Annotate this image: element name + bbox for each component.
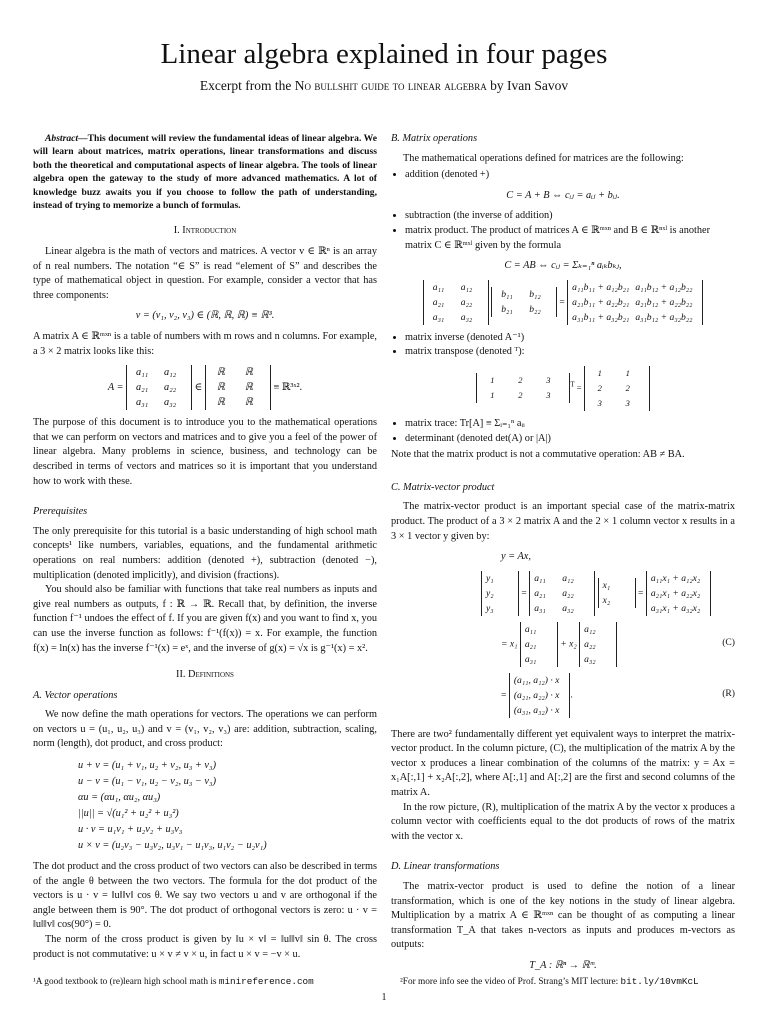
intro-paragraph-3: The purpose of this document is to introduce you to the mathematical operations that we can perform on vectors and matrices and to give you a feel of the power of linear algebra. Many problems in science, business, and technology can be described in terms of vectors and matrices so it is important that you understand how to work with these.	[33, 417, 377, 487]
matrix-cell: b₂₂	[529, 304, 541, 316]
matrix-cell: ℝ	[244, 367, 253, 379]
matrix-cell: a₂₂	[163, 382, 177, 394]
row-picture: = (a₁₁, a₁₂) · x (a₂₁, a₂₂) · x (a₃₁, a₃₂) · x . (R)	[501, 674, 735, 716]
matrix-cell: a₃₂	[163, 397, 177, 409]
matrix-cell: a₃₁b₁₁ + a₃₂b₂₁	[572, 311, 630, 323]
matrix-row	[589, 396, 645, 411]
list-item: • determinant (denoted det(A) or |A|)	[405, 432, 735, 447]
matrix-cell: a₃₂	[584, 653, 596, 665]
vector-ops-paragraph-2: The dot product and the cross product of two vectors can also be described in terms of the angle θ between the two vectors. The formula for the dot product of the vectors is u · v = ‖u‖‖v‖ cos θ. We say two vectors u and v are orthogonal if the angle between them is 90°. The dot product of orthogonal vectors is zero: u · v = ‖u‖‖v‖ cos(90°) = 0.	[33, 861, 377, 931]
matrix-cell: a₂₁b₁₁ + a₂₂b₂₁	[572, 296, 630, 308]
matrix-row	[486, 601, 514, 616]
matrix-cell: a₂₂	[584, 638, 596, 650]
matrix-a	[126, 365, 192, 410]
matrix-cell: 1	[625, 367, 630, 378]
column-picture: = x₁ a₁₁ a₂₁ a₃₁ + x₂ a₁₂ a₂₂ a₃₂ (C)	[501, 623, 735, 665]
matrix-cell: 2	[518, 390, 523, 401]
matrix-row	[428, 280, 484, 295]
matrix-cell: ℝ	[244, 382, 253, 394]
matrix-cell: b₁₁	[501, 289, 513, 301]
matrix-cell: a₂₁x₁ + a₂₂x₂	[650, 587, 701, 599]
matrix-cell: a₁₁	[524, 623, 537, 635]
matrix-row	[603, 578, 631, 593]
matrix-cell: a₃₂	[562, 602, 574, 614]
matrix-vector-expanded: y₁ y₂ y₃ = a₁₁ a₁₂ a₂₁ a₂₂ a₃₁ a₃₂ x₁ x₂ = a₁₁x₁ + a₁₂x₂ a₂₁x₁ + a₂₂x₂ a₃₁x₁ + a₃₂x₂	[481, 571, 735, 616]
matrix-cell: 2	[518, 375, 523, 386]
matrix-cell: (a₃₁, a₃₂) · x	[513, 704, 560, 716]
linear-transform-paragraph: The matrix-vector product is used to define the notion of a linear transformation, which is one of the key notions in the study of linear algebra. Multiplication by a matrix A ∈ ℝᵐˣⁿ can be thought of as computing a linear transformation T_A that takes n-vectors as inputs and produces m-vectors as outputs:	[391, 881, 735, 951]
matrix-row	[603, 593, 631, 608]
prereq-paragraph-2: You should also be familiar with functions that take real numbers as inputs and give real numbers as outputs, f : ℝ → ℝ. Recall that, by definition, the inverse function f⁻¹ undoes the effect of f. If you are given f(x) and you want to find x, you can use the inverse function as follows: f⁻¹(f(x)) = x. For example, the function f(x) = ln(x) has the inverse f⁻¹(x) = eˣ, and the inverse of g(x) = √x is g⁻¹(x) = x².	[33, 584, 377, 654]
matrix-cell: 1	[490, 375, 495, 386]
matrix-row	[525, 652, 553, 667]
matrix-row	[572, 295, 698, 310]
page-subtitle: Excerpt from the No bullshit guide to linear algebra by Ivan Savov	[199, 78, 569, 93]
list-item: • matrix transpose (denoted ᵀ):	[405, 345, 735, 360]
matrix-ops-note: Note that the matrix product is not a commutative operation: AB ≠ BA.	[391, 449, 685, 461]
list-item: • matrix inverse (denoted A⁻¹)	[405, 331, 735, 346]
matrix-cell: ℝ	[216, 367, 225, 379]
matrix-ops-list-2	[391, 209, 735, 253]
matrix-cell: a₃₁	[534, 602, 546, 614]
matrix-cell: a₁₂	[584, 623, 596, 635]
abstract: Abstract—This document will review the fundamental ideas of linear algebra. We will learn about matrices, matrix operations, linear transformations and discuss both the theoretical and computational aspects of linear algebra. The tools of linear algebra open the gateway to the study of more advanced mathematics. A lot of knowledge buzz awaits you if you choose to follow the path of understanding, instead of trying to memorize a bunch of formulas.	[33, 133, 377, 212]
matrix-row	[210, 395, 266, 410]
vector-ops-equations	[78, 758, 377, 854]
matrix-row	[584, 652, 612, 667]
matrix-row	[486, 586, 514, 601]
prerequisites-heading: Prerequisites	[33, 506, 88, 518]
vector-equation-line: u + v = (u₁ + v₁, u₂ + v₂, u₃ + v₃)	[78, 760, 216, 772]
matrix-row	[486, 571, 514, 586]
matrix-row	[534, 586, 590, 601]
matrix-vector-paragraph-1: The matrix-vector product is an important special case of the matrix-matrix product. The product of a 3 × 2 matrix A and the 2 × 1 column vector x results in a 3 × 1 vector y given by:	[391, 501, 735, 542]
matrix-cell: y₁	[486, 572, 494, 584]
vector-equation-line: u × v = (u₂v₃ − u₃v₂, u₃v₁ − u₁v₃, u₁v₂ − u₂v₁)	[78, 840, 267, 852]
matrix-a-example: A = a₁₁ a₁₂ a₂₁ a₂₂ a₃₁ a₃₂ ∈ ℝ ℝ ℝ ℝ ℝ ℝ ≡ ℝ³ˣ².	[107, 367, 303, 409]
matrix-cell: 1	[597, 367, 602, 378]
tag-c: (C)	[722, 636, 735, 648]
matrix-row	[210, 380, 266, 395]
matrix-row	[534, 601, 590, 616]
left-column	[33, 132, 377, 962]
matrix-ops-list-4	[391, 417, 735, 446]
matrix-cell: y₂	[486, 587, 494, 599]
matrix-cell: a₁₂	[163, 367, 177, 379]
matrix-row	[131, 395, 187, 410]
intro-paragraph-1: Linear algebra is the math of vectors and matrices. A vector v ∈ ℝⁿ is an array of n real numbers. The notation “∈ S” is read “element of S” and describes the type of mathematical object in question. For example, consider a vector that has three components:	[33, 246, 377, 301]
transpose-matrix	[476, 373, 570, 403]
product-example: a₁₁ a₁₂ a₂₁ a₂₂ a₃₁ a₃₂ b₁₁ b₁₂ b₂₁ b₂₂ = a₁₁b₁₁ + a₁₂b₂₁ a₁₁b₁₂ + a₁₂b₂₂ a₂₁b₁₁ + a₂₂b₂₁ a₂₁b₁₂ + a₂₂b₂₂ a₃₁b₁₁ + a₃₂b₂₁ a₃₁b₁₂ + a₃₂b₂₂	[391, 280, 735, 325]
footnote-1: ¹A good textbook to (re)learn high school math is minireference.com	[33, 976, 314, 987]
matrix-cell: y₃	[486, 602, 494, 614]
matrix-cell: a₁₁b₁₁ + a₁₂b₂₁	[572, 281, 630, 293]
matrix-cell: a₁₂	[562, 572, 574, 584]
column-1	[520, 622, 558, 667]
matrix-cell: a₂₂	[460, 296, 473, 308]
matrix-cell: ℝ	[244, 397, 253, 409]
matrix-row	[525, 622, 553, 637]
vector-equation-line: αu = (αu₁, αu₂, αu₃)	[78, 792, 161, 804]
intro-paragraph-2: A matrix A ∈ ℝᵐˣⁿ is a table of numbers with m rows and n columns. For example, a 3 × 2 matrix looks like this:	[33, 331, 377, 357]
matrix-cell: b₁₂	[529, 289, 541, 301]
matrix-row	[481, 388, 565, 403]
page-title: Linear algebra explained in four pages	[160, 38, 608, 70]
matrix-row	[534, 571, 590, 586]
vector-equation-line: ||u|| = √(u₁² + u₂² + u₃²)	[78, 808, 179, 820]
matrix-vector-equation: y = Ax,	[501, 551, 531, 563]
matrix-row	[651, 586, 706, 601]
matrix-cell: 2	[625, 382, 630, 393]
matrix-cell: a₁₁x₁ + a₁₂x₂	[650, 572, 701, 584]
transpose-example: 1 2 3 1 2 3 $^T$ = 1 1 2 2 3 3	[391, 366, 735, 411]
matrix-row	[584, 637, 612, 652]
matrix-row	[428, 310, 484, 325]
matrix-cell: ℝ	[216, 397, 225, 409]
matrix-real	[205, 365, 271, 410]
matrix-row	[514, 688, 566, 703]
matrix-cell: ℝ	[216, 382, 225, 394]
column-2	[579, 622, 617, 667]
matrix-row	[584, 622, 612, 637]
product-matrix-a	[423, 280, 489, 325]
matrix-cell: a₃₂	[460, 311, 473, 323]
page-number: 1	[381, 992, 387, 1003]
vector-ops-paragraph-1: We now define the math operations for vectors. The operations we can perform on vectors u = (u₁, u₂, u₃) and v = (v₁, v₂, v₃) are: addition, subtraction, scaling, norm (length), dot product, and cross product:	[33, 709, 377, 750]
matrix-row	[428, 295, 484, 310]
matrix-row	[496, 302, 552, 317]
matrix-cell: a₃₁	[432, 311, 445, 323]
matrix-row	[496, 287, 552, 302]
matrix-row	[210, 365, 266, 380]
vector-equation-line: u − v = (u₁ − v₁, u₂ − v₂, u₃ − v₃)	[78, 776, 216, 788]
matrix-cell: a₂₂	[562, 587, 574, 599]
matrix-vector-heading: C. Matrix-vector product	[391, 481, 495, 493]
matrix-row	[514, 673, 566, 688]
product-matrix-b	[491, 287, 557, 317]
product-matrix-c	[567, 280, 703, 325]
matrix-ops-list-1	[391, 168, 735, 183]
matrix-a-mv	[529, 571, 595, 616]
matrix-ops-list-3	[391, 331, 735, 360]
row-vectors	[509, 673, 571, 718]
matrix-cell: 3	[625, 397, 630, 408]
matrix-cell: 3	[597, 397, 602, 408]
matrix-row	[572, 280, 698, 295]
matrix-cell: a₁₁	[534, 572, 546, 584]
matrix-row	[525, 637, 553, 652]
vector-ops-heading: A. Vector operations	[33, 689, 118, 701]
matrix-cell: a₁₁b₁₂ + a₁₂b₂₂	[635, 281, 693, 293]
matrix-cell: a₃₁	[524, 653, 537, 665]
matrix-row	[589, 366, 645, 381]
matrix-cell: 1	[490, 390, 495, 401]
matrix-ops-heading: B. Matrix operations	[391, 133, 478, 144]
matrix-cell: a₁₁	[432, 281, 445, 293]
transposed-matrix	[584, 366, 650, 411]
matrix-cell: a₁₂	[460, 281, 473, 293]
matrix-cell: x₁	[602, 580, 611, 592]
matrix-cell: 3	[546, 375, 551, 386]
footnote-2: ²For more info see the video of Prof. Strang’s MIT lecture: bit.ly/10vmKcL	[400, 976, 699, 987]
list-item: • matrix trace: Tr[A] ≡ Σᵢ₌₁ⁿ aᵢᵢ	[405, 417, 735, 432]
matrix-cell: 2	[597, 382, 602, 393]
matrix-cell: a₃₁b₁₂ + a₃₂b₂₂	[635, 311, 693, 323]
right-column	[391, 132, 735, 980]
matrix-cell: (a₁₁, a₁₂) · x	[513, 674, 560, 686]
matrix-cell: a₂₁	[135, 382, 149, 394]
matrix-cell: (a₂₁, a₂₂) · x	[513, 689, 560, 701]
list-item: • subtraction (the inverse of addition)	[405, 209, 735, 224]
prereq-paragraph-1: The only prerequisite for this tutorial is a basic understanding of high school math concepts¹ like numbers, variables, equations, and the fundamental arithmetic operations on real numbers: addition (denoted +), subtraction (denoted −), multiplication (denoted implicitly), and division (fractions).	[33, 525, 377, 581]
matrix-row	[572, 310, 698, 325]
tag-r: (R)	[722, 687, 735, 699]
matrix-ops-intro: The mathematical operations defined for matrices are the following:	[403, 152, 684, 164]
matrix-row	[481, 373, 565, 388]
matrix-row	[651, 571, 706, 586]
result-vector	[646, 571, 711, 616]
section-introduction: I. Introduction	[173, 225, 237, 237]
product-equation: C = AB ⇔ cᵢⱼ = Σₖ₌₁ⁿ aᵢₖbₖⱼ,	[504, 260, 622, 272]
section-definitions: II. Definitions	[176, 669, 234, 681]
vector-equation-line: u · v = u₁v₁ + u₂v₂ + u₃v₃	[78, 824, 183, 836]
matrix-row	[651, 601, 706, 616]
matrix-cell: a₂₁b₁₂ + a₂₂b₂₂	[635, 296, 693, 308]
matrix-cell: a₂₁	[534, 587, 546, 599]
matrix-row	[514, 703, 566, 718]
matrix-vector-paragraph-3: In the row picture, (R), multiplication of the matrix A by the vector x produces a column vector with coefficients equal to the dot products of rows of the matrix with the vector x.	[391, 801, 735, 842]
vector-x	[598, 578, 636, 608]
matrix-cell: a₃₁x₁ + a₃₂x₂	[650, 602, 701, 614]
vector-ops-paragraph-3: The norm of the cross product is given by ‖u × v‖ = ‖u‖‖v‖ sin θ. The cross product is not commutative: u × v ≠ v × u, in fact u × v = −v × u.	[33, 934, 377, 960]
matrix-cell: b₂₁	[501, 304, 513, 316]
addition-equation: C = A + B ⇔ cᵢⱼ = aᵢⱼ + bᵢⱼ.	[506, 189, 620, 201]
vector-y	[481, 571, 519, 616]
linear-transform-equation: T_A : ℝⁿ → ℝᵐ.	[529, 960, 597, 971]
matrix-vector-paragraph-2: There are two² fundamentally different yet equivalent ways to interpret the matrix-vector product. In the column picture, (C), the multiplication of the matrix A by the vector x produces a linear combination of the columns of the matrix: y = Ax = x₁A[:,1] + x₂A[:,2], where A[:,1] and A[:,2] are the first and second columns of the matrix A.	[391, 728, 735, 799]
vector-equation: v = (v₁, v₂, v₃) ∈ (ℝ, ℝ, ℝ) ≡ ℝ³.	[135, 310, 275, 322]
matrix-cell: a₁₁	[135, 367, 149, 379]
matrix-row	[131, 380, 187, 395]
matrix-cell: a₂₁	[432, 296, 445, 308]
matrix-row	[131, 365, 187, 380]
list-item: • matrix product. The product of matrices A ∈ ℝᵐˣⁿ and B ∈ ℝⁿˣˡ is another matrix C ∈ ℝᵐˣˡ given by the formula	[405, 224, 735, 253]
matrix-cell: 3	[546, 390, 551, 401]
list-item: • addition (denoted +)	[405, 168, 735, 183]
matrix-cell: a₃₁	[135, 397, 149, 409]
matrix-cell: a₂₁	[524, 638, 537, 650]
matrix-cell: x₂	[602, 595, 611, 607]
linear-transform-heading: D. Linear transformations	[391, 861, 500, 873]
matrix-row	[589, 381, 645, 396]
